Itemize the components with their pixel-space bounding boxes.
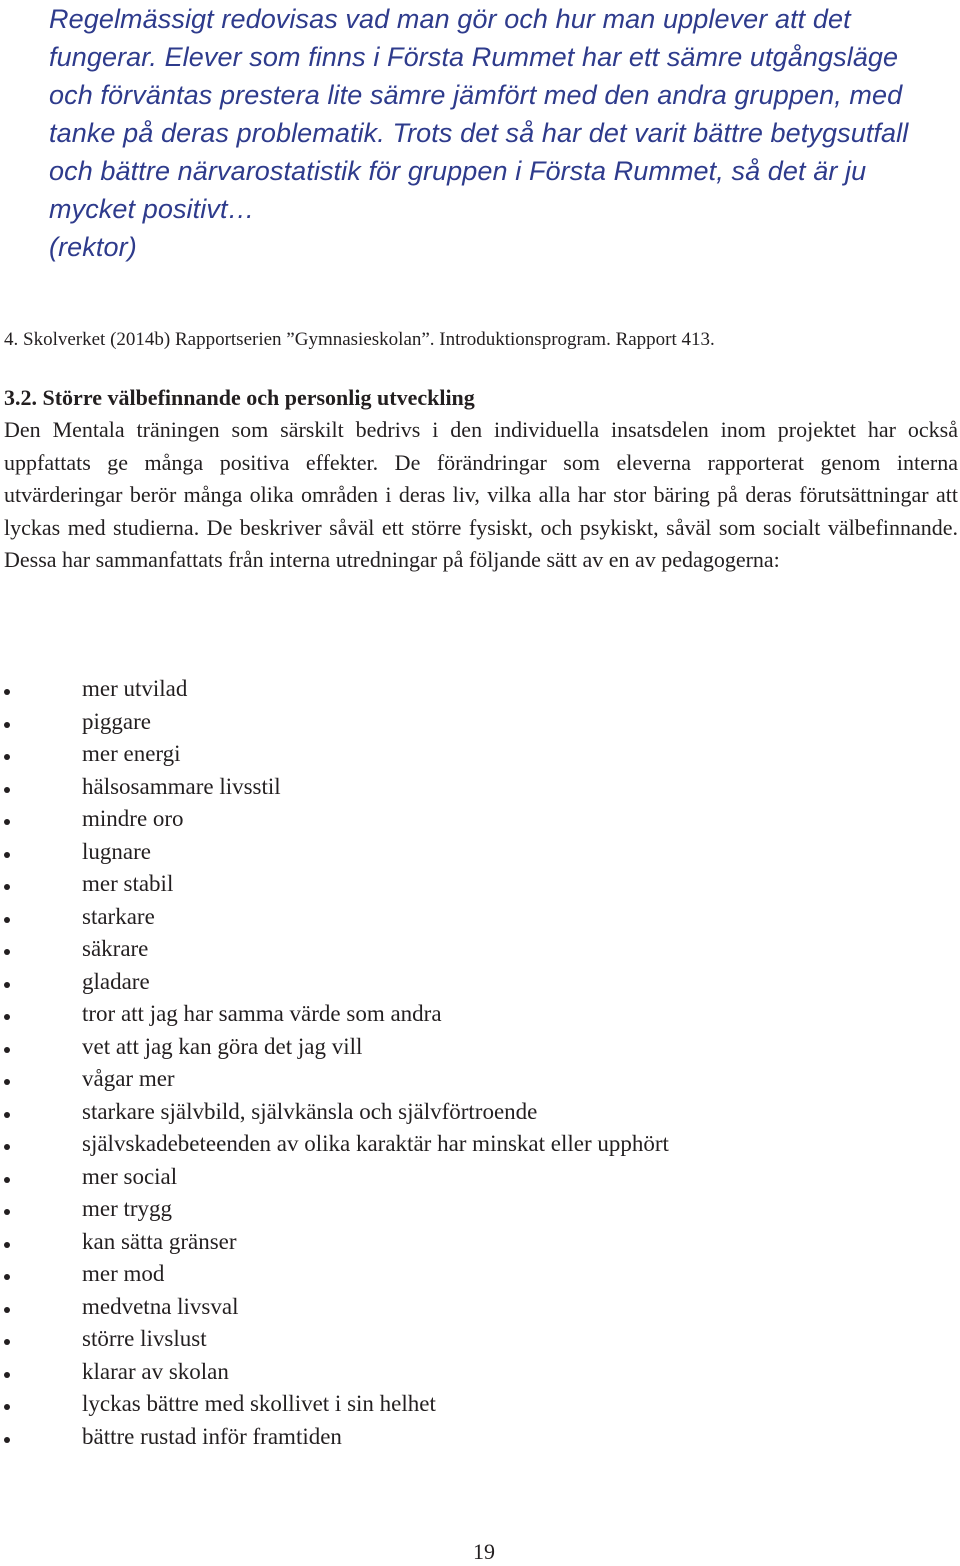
list-item: [0, 901, 669, 934]
bullet-icon: [4, 852, 10, 858]
bullet-list: [0, 673, 669, 1453]
page-number: 19: [473, 1539, 495, 1564]
bullet-icon: [4, 1177, 10, 1183]
bullet-icon: [4, 754, 10, 760]
bullet-icon: [4, 1307, 10, 1313]
list-item: [0, 998, 669, 1031]
bullet-icon: [4, 1112, 10, 1118]
list-item: [0, 673, 669, 706]
list-item-text: mer energi: [82, 741, 181, 766]
list-item-text: starkare självbild, självkänsla och självförtroende: [82, 1098, 538, 1124]
bullet-icon: [4, 1209, 10, 1215]
list-item: [0, 1323, 669, 1356]
quote-block: [49, 0, 909, 266]
bullet-icon: [4, 787, 10, 793]
list-item-text: kan sätta gränser: [82, 1228, 237, 1254]
bullet-icon: [4, 1047, 10, 1053]
bullet-icon: [4, 1014, 10, 1020]
list-item-text: starkare: [82, 903, 155, 929]
list-item-text: lugnare: [82, 838, 151, 864]
list-item-text: mer stabil: [82, 871, 174, 896]
section-body: Den Mentala träningen som särskilt bedrivs i den individuella insatsdelen inom projektet har också uppfattats ge många positiva effekter. De förändringar som eleverna rapporterat genom interna utvärderingar berör många olika områden i deras liv, vilka alla har stor bäring på deras förutsättningar att lyckas med studierna. De beskriver såväl ett större fysiskt, och psykiskt, såväl som socialt välbefinnande. Dessa har sammanfattats från interna utredningar på följande sätt av en av pedagogerna:: [4, 417, 958, 573]
list-item-text: tror att jag har samma värde som andra: [82, 1001, 442, 1026]
list-item: [0, 1356, 669, 1389]
footnote: 4. Skolverket (2014b) Rapportserien ”Gymnasieskolan”. Introduktionsprogram. Rapport 413.: [4, 329, 715, 350]
list-item: [0, 836, 669, 869]
list-item: [0, 1258, 669, 1291]
list-item-text: lyckas bättre med skollivet i sin helhet: [82, 1391, 436, 1416]
bullet-icon: [4, 949, 10, 955]
quote-text: Regelmässigt redovisas vad man gör och hur man upplever att det fungerar. Elever som finns i Första Rummet har ett sämre utgångsläge och förväntas prestera lite sämre jämfört med den andra gruppen, med tanke på deras problematik. Trots det så har det varit bättre betygsutfall och bättre närvarostatistik för gruppen i Första Rummet, så det är ju mycket positivt…: [49, 4, 909, 224]
list-item: [0, 1063, 669, 1096]
list-item: [0, 1128, 669, 1161]
bullet-icon: [4, 884, 10, 890]
list-item-text: piggare: [82, 708, 151, 734]
list-item-text: medvetna livsval: [82, 1293, 239, 1319]
list-item-text: mindre oro: [82, 806, 184, 831]
list-item: [0, 1096, 669, 1129]
list-item-text: bättre rustad inför framtiden: [82, 1423, 342, 1449]
list-item: [0, 1388, 669, 1421]
list-item: [0, 868, 669, 901]
list-item-text: mer social: [82, 1163, 178, 1189]
list-item-text: gladare: [82, 968, 150, 994]
bullet-icon: [4, 917, 10, 923]
bullet-icon: [4, 1274, 10, 1280]
list-item: [0, 933, 669, 966]
list-item-text: vet att jag kan göra det jag vill: [82, 1033, 363, 1059]
list-item: [0, 1193, 669, 1226]
bullet-icon: [4, 1404, 10, 1410]
list-item: [0, 1161, 669, 1194]
list-item: [0, 1226, 669, 1259]
list-item-text: självskadebeteenden av olika karaktär har minskat eller upphört: [82, 1131, 669, 1156]
bullet-icon: [4, 1144, 10, 1150]
bullet-icon: [4, 1437, 10, 1443]
bullet-icon: [4, 819, 10, 825]
section-heading: 3.2. Större välbefinnande och personlig utveckling: [4, 385, 475, 410]
list-item-text: vågar mer: [82, 1066, 175, 1091]
list-item-text: säkrare: [82, 936, 149, 961]
bullet-icon: [4, 982, 10, 988]
quote-attribution: (rektor): [49, 232, 137, 262]
bullet-icon: [4, 1372, 10, 1378]
list-item-text: mer mod: [82, 1261, 165, 1286]
bullet-icon: [4, 722, 10, 728]
list-item: [0, 1421, 669, 1454]
list-item: [0, 803, 669, 836]
list-item: [0, 966, 669, 999]
list-item: [0, 738, 669, 771]
list-item-text: klarar av skolan: [82, 1358, 229, 1384]
bullet-icon: [4, 1339, 10, 1345]
list-item-text: mer trygg: [82, 1196, 173, 1221]
list-item-text: mer utvilad: [82, 676, 188, 701]
bullet-icon: [4, 1242, 10, 1248]
bullet-icon: [4, 1079, 10, 1085]
list-item: [0, 1031, 669, 1064]
list-item: [0, 706, 669, 739]
list-item-text: hälsosammare livsstil: [82, 773, 281, 799]
list-item-text: större livslust: [82, 1326, 207, 1351]
bullet-icon: [4, 689, 10, 695]
list-item: [0, 771, 669, 804]
list-item: [0, 1291, 669, 1324]
